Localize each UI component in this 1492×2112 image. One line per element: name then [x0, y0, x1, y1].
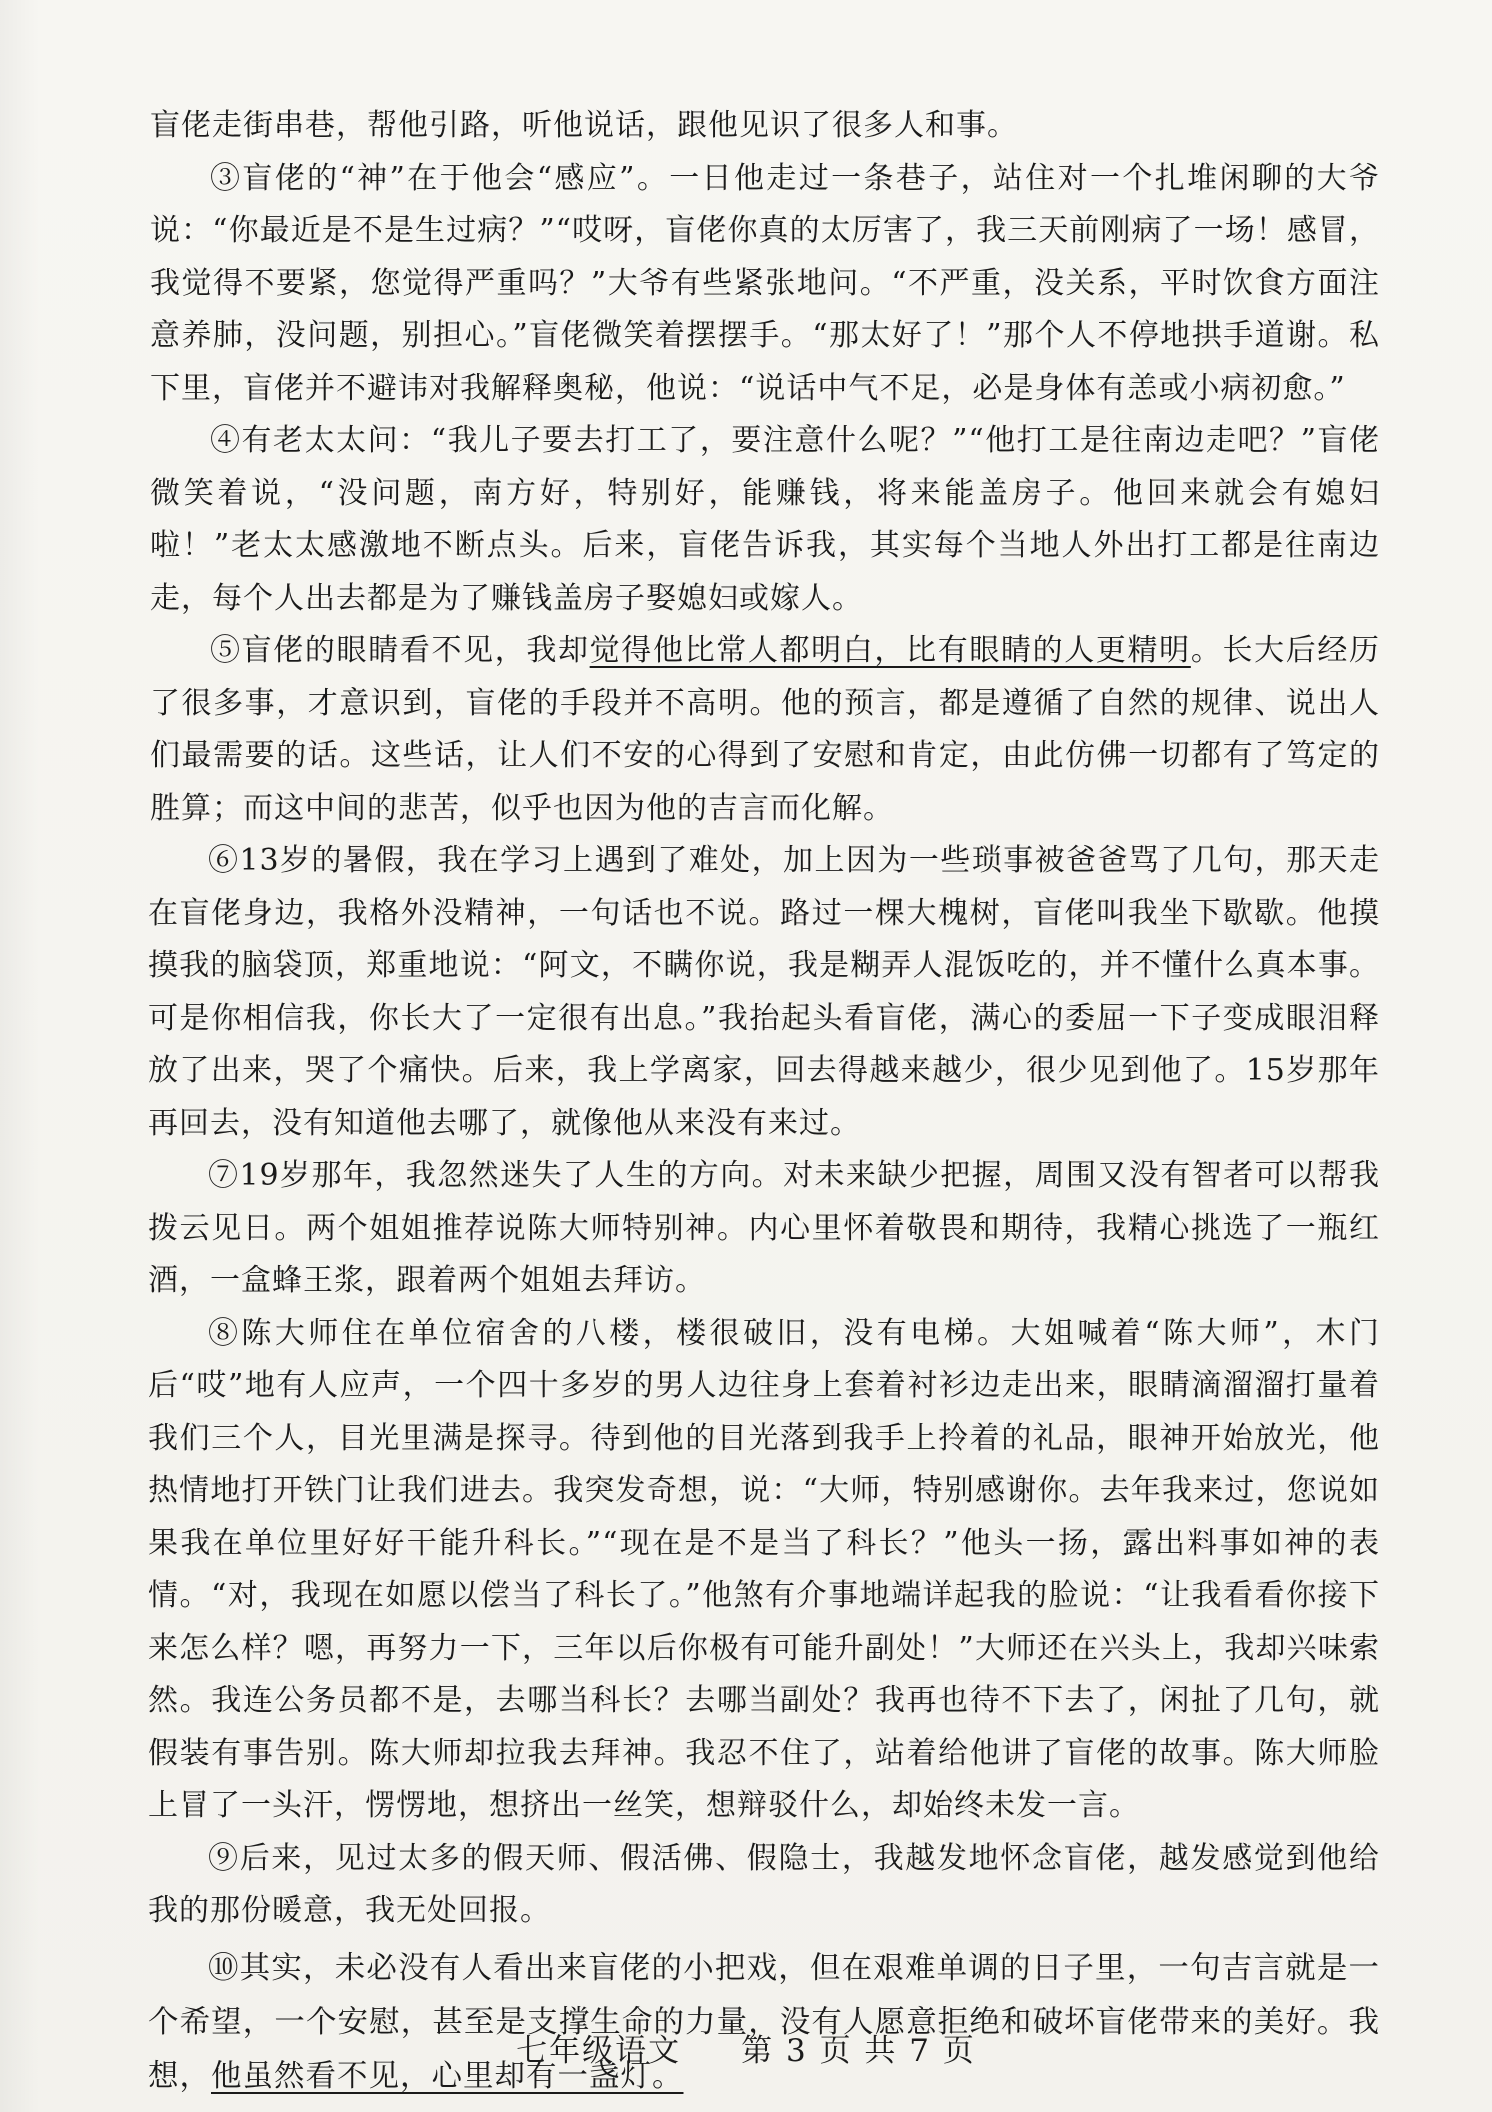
paragraph-10-text-before: ⑩其实，未必没有人看出来盲佬的小把戏，但在艰难单调的日子里，一句吉言就是一个希望，一个安慰，甚至是支撑生命的力量，没有人愿意拒绝和破坏盲佬带来的美好。我想， [148, 1950, 1380, 2094]
paragraph-7: ⑦19岁那年，我忽然迷失了人生的方向。对未来缺少把握，周围又没有智者可以帮我拨云见日。两个姐姐推荐说陈大师特别神。内心里怀着敬畏和期待，我精心挑选了一瓶红酒，一盒蜂王浆，跟着两个姐姐去拜访。 [148, 1158, 1380, 1298]
paragraph-8: ⑧陈大师住在单位宿舍的八楼，楼很破旧，没有电梯。大姐喊着“陈大师”，木门后“哎”地有人应声，一个四十多岁的男人边往身上套着衬衫边走出来，眼睛滴溜溜打量着我们三个人，目光里满是探寻。待到他的目光落到我手上拎着的礼品，眼神开始放光，他热情地打开铁门让我们进去。我突发奇想，说：“大师，特别感谢你。去年我来过，您说如果我在单位里好好干能升科长。”“现在是不是当了科长？”他头一扬，露出料事如神的表情。“对，我现在如愿以偿当了科长了。”他煞有介事地端详起我的脸说：“让我看看你接下来怎么样？嗯，再努力一下，三年以后你极有可能升副处！”大师还在兴头上，我却兴味索然。我连公务员都不是，去哪当科长？去哪当副处？我再也待不下去了，闲扯了几句，就假装有事告别。陈大师却拉我去拜神。我忍不住了，站着给他讲了盲佬的故事。陈大师脸上冒了一头汗，愣愣地，想挤出一丝笑，想辩驳什么，却始终未发一言。 [148, 1315, 1380, 1823]
paragraph-10 [148, 1942, 1380, 2104]
page-footer [0, 2025, 1492, 2070]
paragraph-4: ④有老太太问：“我儿子要去打工了，要注意什么呢？”“他打工是往南边走吧？”盲佬微笑着说，“没问题，南方好，特别好，能赚钱，将来能盖房子。他回来就会有媳妇啦！”老太太感激地不断点头。后来，盲佬告诉我，其实每个当地人外出打工都是往南边走，每个人出去都是为了赚钱盖房子娶媳妇或嫁人。 [150, 423, 1380, 616]
paragraph-10-underlined-sentence: 他虽然看不见，心里却有一盏灯。 [211, 2058, 684, 2094]
paragraph-5-underlined-sentence: 觉得他比常人都明白，比有眼睛的人更精明 [589, 633, 1191, 668]
footer-page-number: 第 3 页 共 7 页 [741, 2033, 976, 2069]
footer-subject: 七年级语文 [516, 2033, 682, 2069]
paragraph-9: ⑨后来，见过太多的假天师、假活佛、假隐士，我越发地怀念盲佬，越发感觉到他给我的那份暖意，我无处回报。 [148, 1840, 1380, 1928]
paragraph-5-text-after: 。长大后经历了很多事，才意识到，盲佬的手段并不高明。他的预言，都是遵循了自然的规律、说出人们最需要的话。这些话，让人们不安的心得到了安慰和肯定，由此仿佛一切都有了笃定的胜算；而这中间的悲苦，似乎也因为他的吉言而化解。 [150, 633, 1381, 826]
article-body [150, 100, 1380, 2104]
paragraph-6: ⑥13岁的暑假，我在学习上遇到了难处，加上因为一些琐事被爸爸骂了几句，那天走在盲佬身边，我格外没精神，一句话也不说。路过一棵大槐树，盲佬叫我坐下歇歇。他摸摸我的脑袋顶，郑重地说：“阿文，不瞒你说，我是糊弄人混饭吃的，并不懂什么真本事。可是你相信我，你长大了一定很有出息。”我抬起头看盲佬，满心的委屈一下子变成眼泪释放了出来，哭了个痛快。后来，我上学离家，回去得越来越少，很少见到他了。15岁那年再回去，没有知道他去哪了，就像他从来没有来过。 [148, 843, 1380, 1141]
paragraph-3: ③盲佬的“神”在于他会“感应”。一日他走过一条巷子，站住对一个扎堆闲聊的大爷说：“你最近是不是生过病？”“哎呀，盲佬你真的太厉害了，我三天前刚病了一场！感冒，我觉得不要紧，您觉得严重吗？”大爷有些紧张地问。“不严重，没关系，平时饮食方面注意养肺，没问题，别担心。”盲佬微笑着摆摆手。“那太好了！”那个人不停地拱手道谢。私下里，盲佬并不避讳对我解释奥秘，他说：“说话中气不足，必是身体有恙或小病初愈。” [150, 160, 1380, 406]
paragraph-continuation: 盲佬走街串巷，帮他引路，听他说话，跟他见识了很多人和事。 [150, 108, 1018, 143]
paragraph-5 [150, 625, 1380, 835]
paragraph-5-text-before: ⑤盲佬的眼睛看不见，我却 [210, 633, 590, 668]
